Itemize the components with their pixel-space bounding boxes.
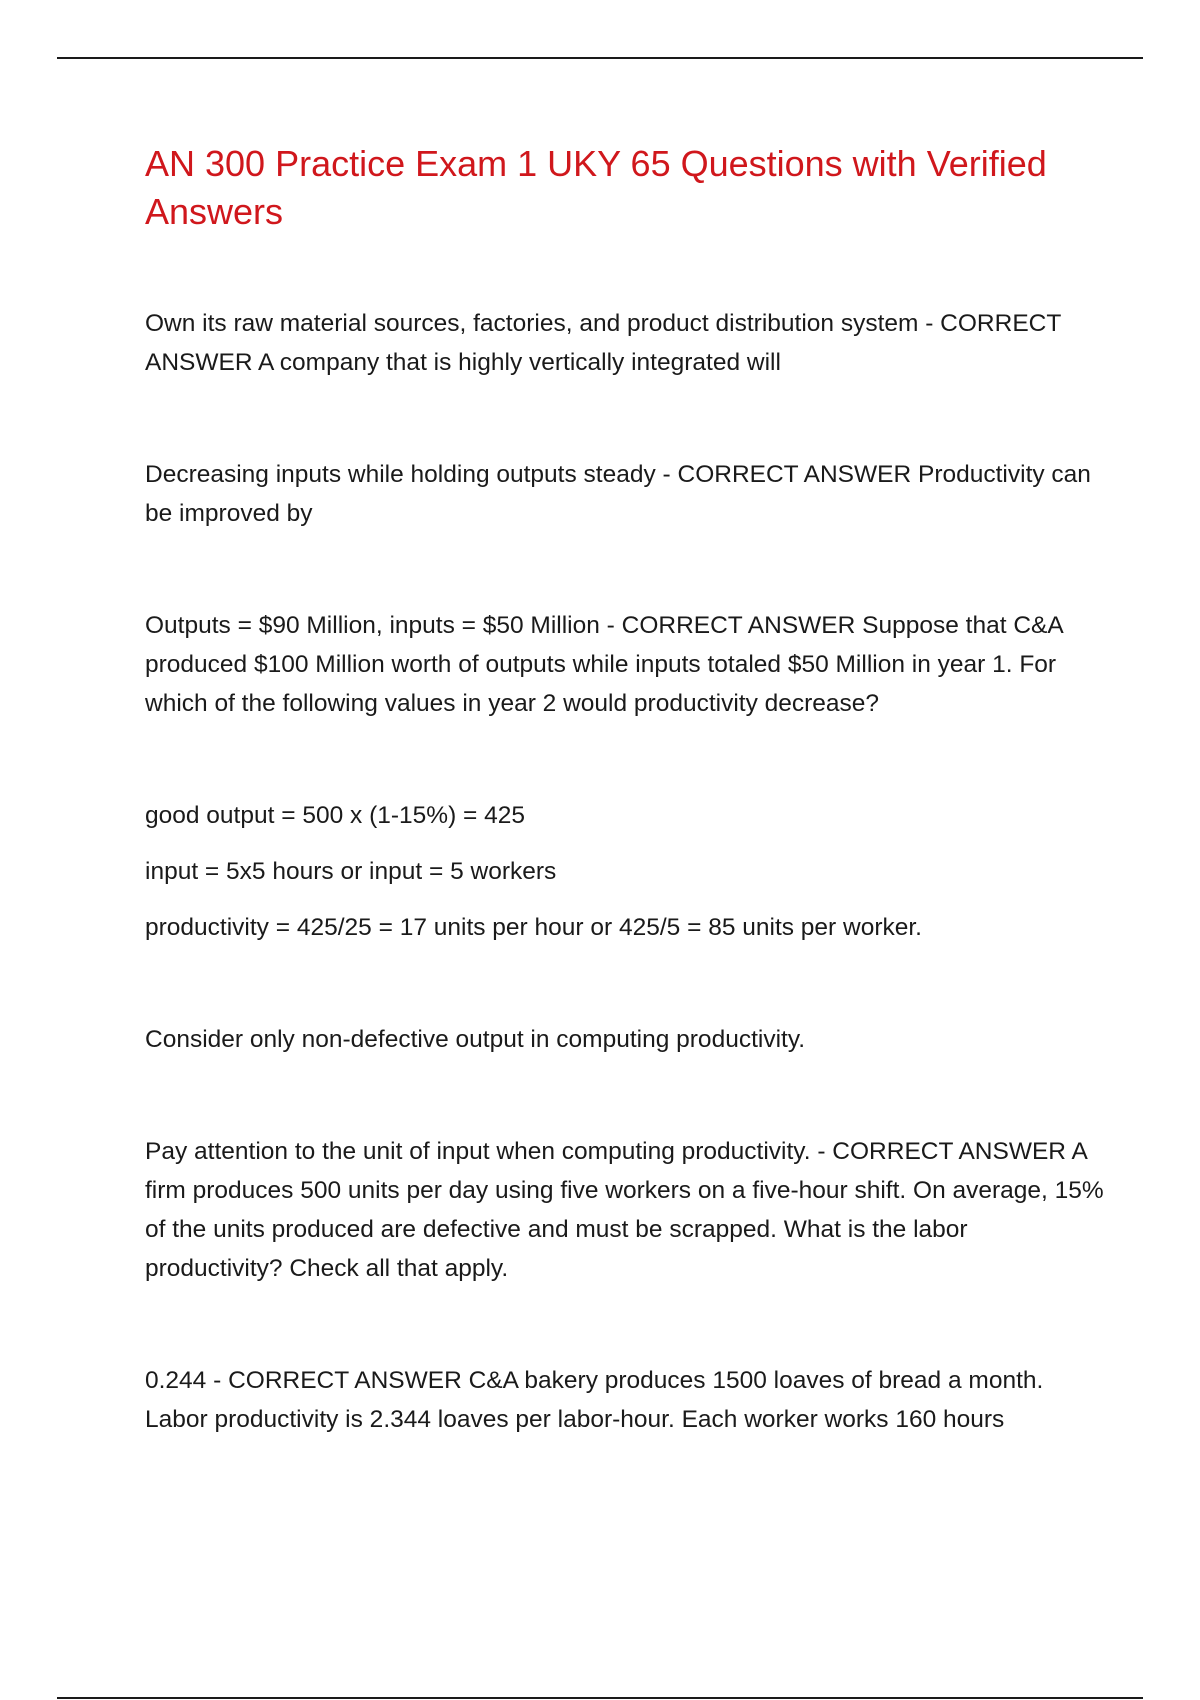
calc-line-productivity: productivity = 425/25 = 17 units per hour or 425/5 = 85 units per worker. — [145, 914, 922, 941]
qa-entry-3: Outputs = $90 Million, inputs = $50 Million - CORRECT ANSWER Suppose that C&A produced $100 Million worth of outputs while inputs totaled $50 Million in year 1. For which of the following values in year 2 would productivity decrease? — [145, 612, 1063, 717]
header-rule — [57, 57, 1143, 59]
qa-entry-4: Pay attention to the unit of input when computing productivity. - CORRECT ANSWER A firm produces 500 units per day using five workers on a five-hour shift. On average, 15% of the units produced are defective and must be scrapped. What is the labor productivity? Check all that apply. — [145, 1138, 1104, 1282]
document-title: AN 300 Practice Exam 1 UKY 65 Questions with Verified Answers — [145, 143, 1047, 232]
calc-line-input: input = 5x5 hours or input = 5 workers — [145, 858, 557, 885]
qa-entry-2: Decreasing inputs while holding outputs steady - CORRECT ANSWER Productivity can be improved by — [145, 461, 1091, 527]
qa-entry-5: 0.244 - CORRECT ANSWER C&A bakery produces 1500 loaves of bread a month. Labor productivity is 2.344 loaves per labor-hour. Each worker works 160 hours — [145, 1367, 1044, 1433]
document-body — [145, 140, 1105, 1439]
footer-rule — [57, 1697, 1143, 1699]
note-line: Consider only non-defective output in computing productivity. — [145, 1026, 806, 1053]
qa-entry-1: Own its raw material sources, factories, and product distribution system - CORRECT ANSWER A company that is highly vertically integrated will — [145, 310, 1061, 376]
calc-line-good-output: good output = 500 x (1-15%) = 425 — [145, 802, 526, 829]
